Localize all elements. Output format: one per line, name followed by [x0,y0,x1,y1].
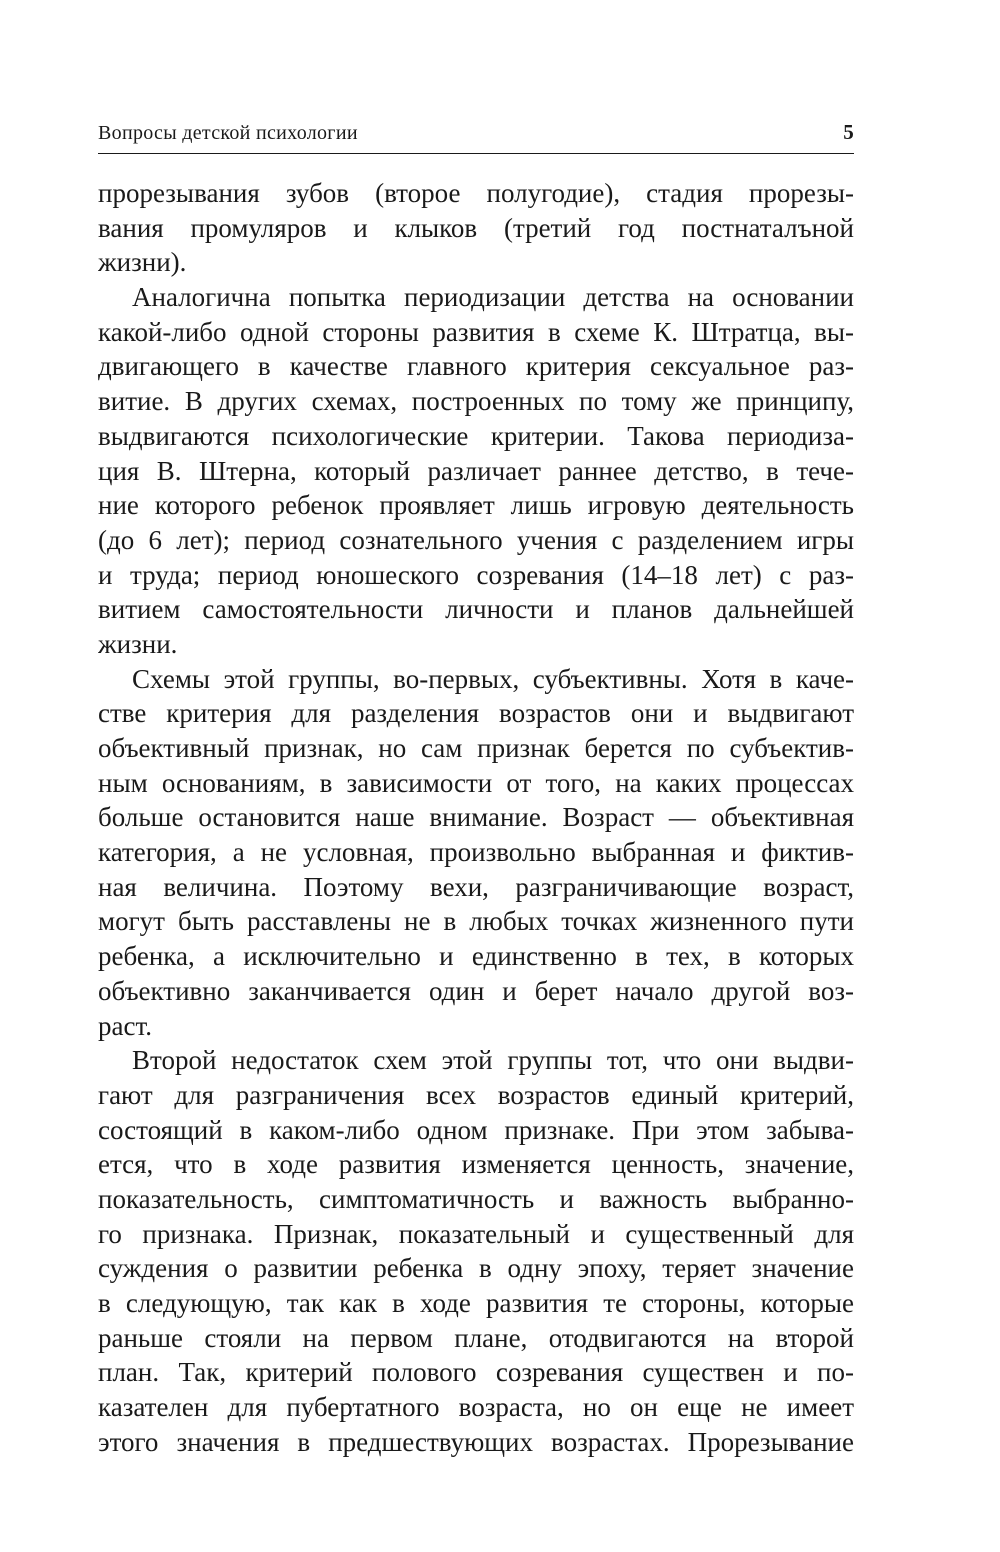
running-head [98,120,854,154]
text-line: казателен для пубертатного возраста, но он еще не имеет [98,1392,854,1423]
text-line: состоящий в каком-либо одном признаке. При этом забыва- [98,1114,854,1145]
text-line: Схемы этой группы, во-первых, субъективны. Хотя в каче- [132,663,854,694]
text-line: в следующую, так как в ходе развития те стороны, которые [98,1288,854,1318]
text-line: выдвигаются психологические критерии. Такова периодиза- [98,420,854,451]
text-line: стве критерия для разделения возрастов они и выдвигают [98,698,854,729]
text-line: вания промуляров и клыков (третий год постнаталъной [98,212,854,243]
text-line: ние которого ребенок проявляет лишь игровую деятельность [98,490,854,521]
text-line: объективный признак, но сам признак берется по субъектив- [98,733,854,763]
text-line: (до 6 лет); период сознательного учения с разделением игры [98,524,854,555]
text-line: план. Так, критерий полового созревания существен и по- [98,1357,854,1388]
text-line: Аналогична попытка периодизации детства на основании [132,282,854,313]
text-line: ная величина. Поэтому вехи, разграничивающие возраст, [98,871,854,902]
text-line: какой-либо одной стороны развития в схеме К. Штратца, вы- [98,316,854,347]
text-line: прорезывания зубов (второе полугодие), стадия прорезы- [98,178,854,208]
text-line: ным основаниям, в зависимости от того, на каких процессах [98,767,854,798]
paragraph [98,280,854,662]
text-line: го признака. Признак, показательный и существенный для [98,1218,854,1249]
text-line: жизни. [98,628,178,659]
text-line: больше остановится наше внимание. Возраст — объективная [98,802,854,833]
book-page [98,120,854,1459]
text-line: раньше стояли на первом плане, отодвигаются на второй [98,1322,854,1353]
text-line: гают для разграничения всех возрастов единый критерий, [98,1079,854,1110]
text-line: раст. [98,1010,152,1041]
text-line: ется, что в ходе развития изменяется ценность, значение, [98,1149,854,1180]
text-line: Второй недостаток схем этой группы тот, что они выдви- [132,1045,854,1076]
body-text [98,176,854,1459]
text-line: категория, а не условная, произвольно выбранная и фиктив- [98,837,854,868]
paragraph [98,662,854,1044]
text-line: могут быть расставлены не в любых точках жизненного пути [98,906,854,937]
text-line: объективно заканчивается один и берет начало другой воз- [98,975,854,1006]
text-line: двигающего в качестве главного критерия сексуальное раз- [98,351,854,382]
paragraph [98,1043,854,1459]
text-line: и труда; период юношеского созревания (14–18 лет) с раз- [98,559,854,590]
text-line: этого значения в предшествующих возрастах. Прорезывание [98,1426,854,1457]
running-head-title: Вопросы детской психологии [98,122,358,144]
text-line: суждения о развитии ребенка в одну эпоху, теряет значение [98,1253,854,1284]
text-line: витие. В других схемах, построенных по тому же принципу, [98,386,854,417]
text-line: ребенка, а исключительно и единственно в тех, в которых [98,941,854,972]
paragraph [98,176,854,280]
text-line: ция В. Штерна, который различает раннее детство, в тече- [98,455,854,486]
text-line: показательность, симптоматичность и важность выбранно- [98,1183,854,1214]
page-number: 5 [843,120,854,144]
text-line: жизни). [98,247,187,278]
text-line: витием самостоятельности личности и планов дальнейшей [98,594,854,625]
